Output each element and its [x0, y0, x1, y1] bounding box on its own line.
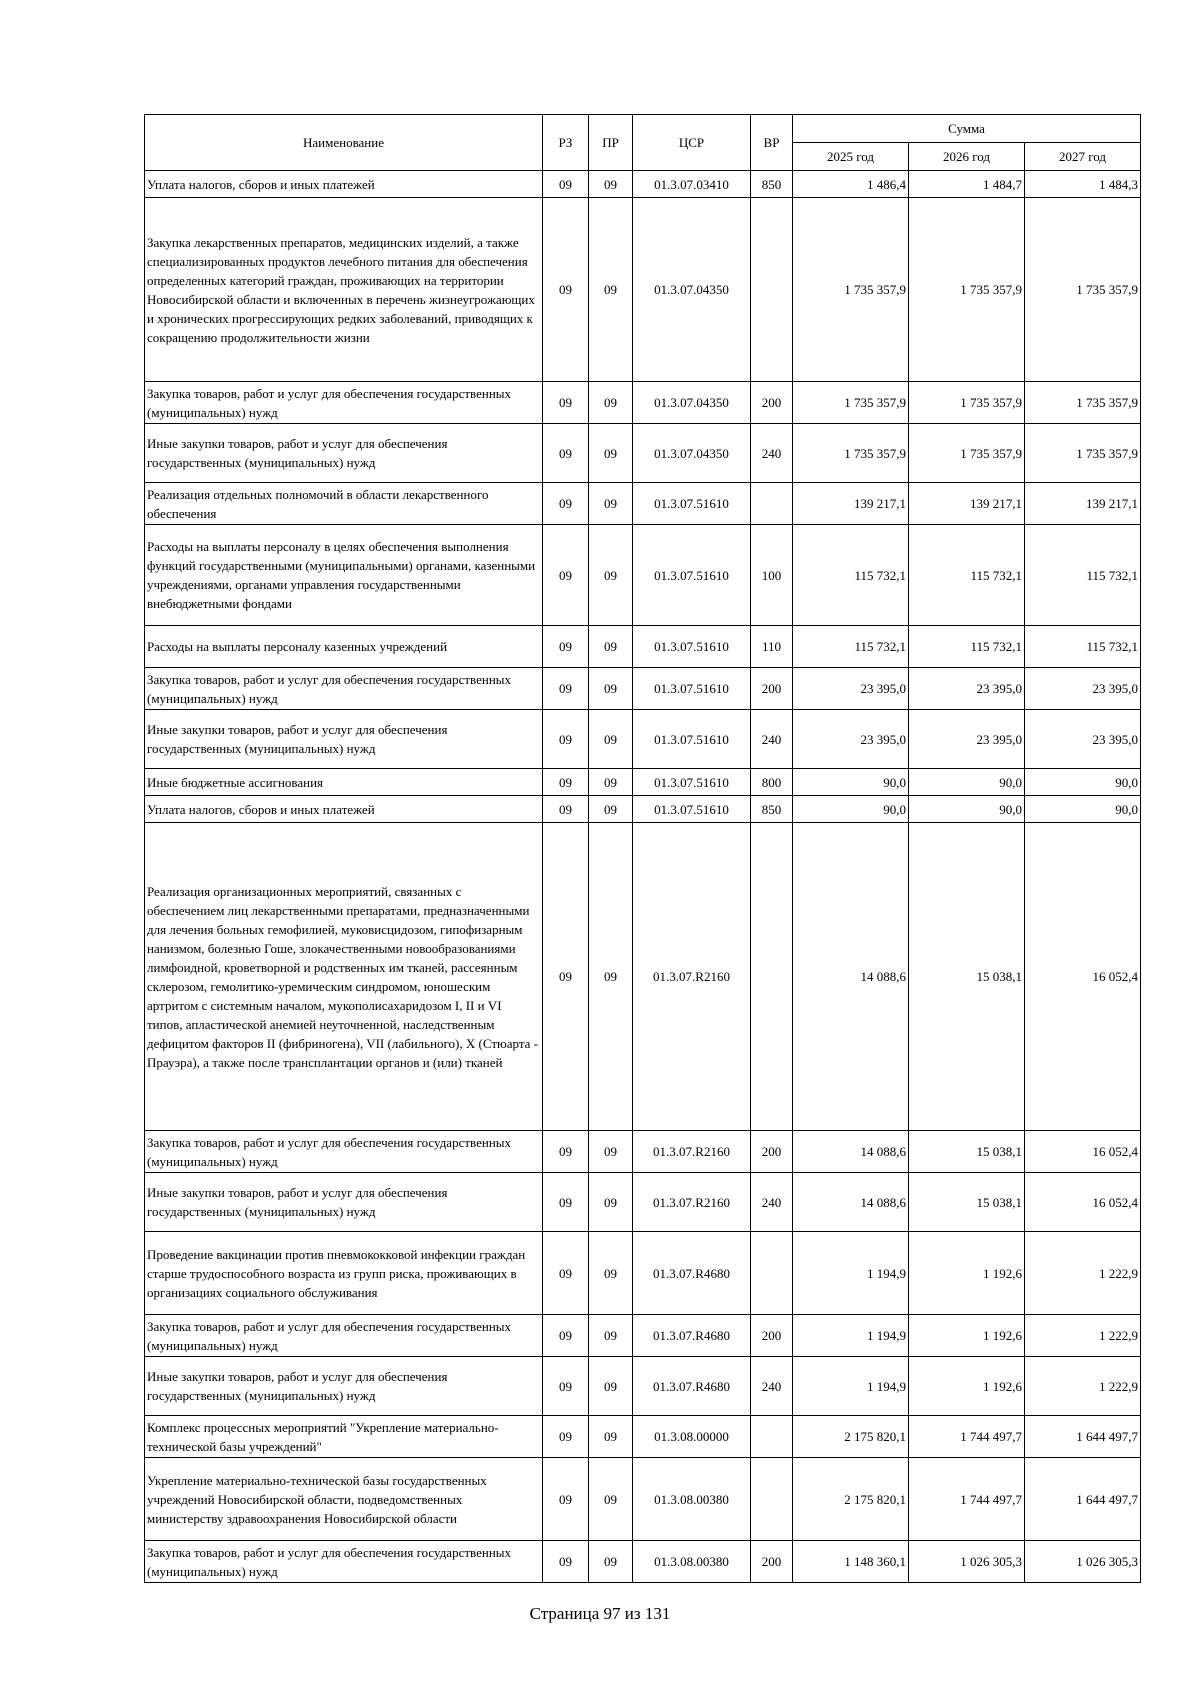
- cell-2027: 115 732,1: [1025, 626, 1141, 668]
- cell-pr: 09: [589, 483, 633, 525]
- cell-2027: 115 732,1: [1025, 525, 1141, 626]
- table-row: [145, 483, 1141, 525]
- cell-rz: 09: [543, 668, 589, 710]
- cell-pr: 09: [589, 1315, 633, 1357]
- cell-rz: 09: [543, 1458, 589, 1541]
- cell-2026: 1 484,7: [909, 171, 1025, 198]
- cell-vr: [751, 1416, 793, 1458]
- cell-2025: 1 735 357,9: [793, 424, 909, 483]
- cell-rz: 09: [543, 382, 589, 424]
- cell-2027: 1 222,9: [1025, 1315, 1141, 1357]
- header-year-2026: 2026 год: [909, 143, 1025, 171]
- cell-pr: 09: [589, 171, 633, 198]
- cell-2025: 2 175 820,1: [793, 1458, 909, 1541]
- cell-2025: 1 735 357,9: [793, 382, 909, 424]
- table-row: [145, 1357, 1141, 1416]
- cell-rz: 09: [543, 424, 589, 483]
- cell-rz: 09: [543, 1541, 589, 1583]
- cell-name: Закупка лекарственных препаратов, медицинских изделий, а также специализированных продуктов лечебного питания для обеспечения определенных категорий граждан, проживающих на территории Новосибирской области и включенных в перечень жизнеугрожающих и хронических прогрессирующих редких заболеваний, приводящих к сокращению продолжительности жизни: [145, 198, 543, 382]
- cell-name: Иные закупки товаров, работ и услуг для обеспечения государственных (муниципальных) нужд: [145, 1357, 543, 1416]
- table-row: [145, 382, 1141, 424]
- cell-name: Расходы на выплаты персоналу в целях обеспечения выполнения функций государственными (муниципальными) органами, казенными учреждениями, органами управления государственными внебюджетными фондами: [145, 525, 543, 626]
- cell-csr: 01.3.08.00380: [633, 1541, 751, 1583]
- cell-2026: 1 735 357,9: [909, 198, 1025, 382]
- cell-2025: 1 735 357,9: [793, 198, 909, 382]
- cell-2026: 1 744 497,7: [909, 1458, 1025, 1541]
- cell-pr: 09: [589, 1131, 633, 1173]
- cell-vr: 110: [751, 626, 793, 668]
- cell-name: Иные закупки товаров, работ и услуг для обеспечения государственных (муниципальных) нужд: [145, 1173, 543, 1232]
- table-row: [145, 171, 1141, 198]
- cell-rz: 09: [543, 171, 589, 198]
- cell-pr: 09: [589, 626, 633, 668]
- table-row: [145, 1315, 1141, 1357]
- cell-pr: 09: [589, 198, 633, 382]
- cell-vr: 200: [751, 1315, 793, 1357]
- cell-rz: 09: [543, 769, 589, 796]
- cell-csr: 01.3.07.51610: [633, 525, 751, 626]
- cell-2025: 139 217,1: [793, 483, 909, 525]
- cell-rz: 09: [543, 1131, 589, 1173]
- cell-csr: 01.3.07.03410: [633, 171, 751, 198]
- header-rz: РЗ: [543, 115, 589, 171]
- cell-2025: 14 088,6: [793, 823, 909, 1131]
- cell-name: Закупка товаров, работ и услуг для обеспечения государственных (муниципальных) нужд: [145, 1541, 543, 1583]
- cell-rz: 09: [543, 483, 589, 525]
- header-name: Наименование: [145, 115, 543, 171]
- header-year-2025: 2025 год: [793, 143, 909, 171]
- cell-2026: 1 735 357,9: [909, 424, 1025, 483]
- cell-2026: 90,0: [909, 796, 1025, 823]
- cell-pr: 09: [589, 424, 633, 483]
- cell-2025: 115 732,1: [793, 525, 909, 626]
- cell-rz: 09: [543, 1315, 589, 1357]
- cell-2025: 1 194,9: [793, 1357, 909, 1416]
- cell-2026: 15 038,1: [909, 1131, 1025, 1173]
- cell-rz: 09: [543, 823, 589, 1131]
- cell-2027: 16 052,4: [1025, 1173, 1141, 1232]
- cell-vr: [751, 1458, 793, 1541]
- table-row: [145, 1173, 1141, 1232]
- cell-csr: 01.3.07.R2160: [633, 1131, 751, 1173]
- table-row: [145, 424, 1141, 483]
- cell-2025: 90,0: [793, 769, 909, 796]
- cell-2025: 23 395,0: [793, 668, 909, 710]
- cell-2026: 1 026 305,3: [909, 1541, 1025, 1583]
- cell-2027: 1 222,9: [1025, 1357, 1141, 1416]
- cell-2025: 1 148 360,1: [793, 1541, 909, 1583]
- cell-vr: [751, 1232, 793, 1315]
- cell-2027: 1 484,3: [1025, 171, 1141, 198]
- cell-vr: 850: [751, 171, 793, 198]
- cell-pr: 09: [589, 796, 633, 823]
- cell-vr: 200: [751, 382, 793, 424]
- cell-pr: 09: [589, 382, 633, 424]
- cell-2025: 23 395,0: [793, 710, 909, 769]
- header-sum: Сумма: [793, 115, 1141, 143]
- cell-2025: 1 194,9: [793, 1315, 909, 1357]
- cell-vr: 850: [751, 796, 793, 823]
- cell-csr: 01.3.07.04350: [633, 424, 751, 483]
- cell-pr: 09: [589, 525, 633, 626]
- cell-csr: 01.3.07.R2160: [633, 1173, 751, 1232]
- cell-2027: 1 222,9: [1025, 1232, 1141, 1315]
- table-row: [145, 796, 1141, 823]
- cell-vr: [751, 198, 793, 382]
- cell-2026: 90,0: [909, 769, 1025, 796]
- cell-pr: 09: [589, 1232, 633, 1315]
- cell-2025: 14 088,6: [793, 1173, 909, 1232]
- cell-rz: 09: [543, 796, 589, 823]
- cell-vr: 800: [751, 769, 793, 796]
- cell-rz: 09: [543, 1357, 589, 1416]
- cell-2027: 1 644 497,7: [1025, 1458, 1141, 1541]
- cell-2025: 14 088,6: [793, 1131, 909, 1173]
- cell-2026: 23 395,0: [909, 668, 1025, 710]
- table-row: [145, 823, 1141, 1131]
- cell-2027: 23 395,0: [1025, 710, 1141, 769]
- cell-pr: 09: [589, 1173, 633, 1232]
- budget-table-container: [144, 114, 1140, 1583]
- table-row: [145, 1458, 1141, 1541]
- cell-2027: 16 052,4: [1025, 823, 1141, 1131]
- cell-csr: 01.3.08.00380: [633, 1458, 751, 1541]
- header-vr: ВР: [751, 115, 793, 171]
- cell-vr: 240: [751, 710, 793, 769]
- cell-name: Закупка товаров, работ и услуг для обеспечения государственных (муниципальных) нужд: [145, 1315, 543, 1357]
- cell-2026: 139 217,1: [909, 483, 1025, 525]
- cell-csr: 01.3.07.04350: [633, 382, 751, 424]
- cell-pr: 09: [589, 769, 633, 796]
- cell-rz: 09: [543, 1173, 589, 1232]
- cell-2027: 23 395,0: [1025, 668, 1141, 710]
- cell-csr: 01.3.08.00000: [633, 1416, 751, 1458]
- cell-name: Закупка товаров, работ и услуг для обеспечения государственных (муниципальных) нужд: [145, 382, 543, 424]
- header-csr: ЦСР: [633, 115, 751, 171]
- table-row: [145, 525, 1141, 626]
- cell-name: Уплата налогов, сборов и иных платежей: [145, 171, 543, 198]
- cell-vr: 200: [751, 1541, 793, 1583]
- cell-pr: 09: [589, 1357, 633, 1416]
- cell-csr: 01.3.07.51610: [633, 769, 751, 796]
- cell-vr: [751, 823, 793, 1131]
- cell-2025: 1 194,9: [793, 1232, 909, 1315]
- cell-vr: 100: [751, 525, 793, 626]
- cell-2025: 90,0: [793, 796, 909, 823]
- cell-pr: 09: [589, 823, 633, 1131]
- cell-2027: 16 052,4: [1025, 1131, 1141, 1173]
- cell-rz: 09: [543, 198, 589, 382]
- cell-2025: 115 732,1: [793, 626, 909, 668]
- cell-csr: 01.3.07.51610: [633, 626, 751, 668]
- cell-2026: 1 735 357,9: [909, 382, 1025, 424]
- cell-2025: 1 486,4: [793, 171, 909, 198]
- cell-pr: 09: [589, 710, 633, 769]
- cell-2026: 1 192,6: [909, 1315, 1025, 1357]
- table-row: [145, 1131, 1141, 1173]
- table-row: [145, 668, 1141, 710]
- cell-2027: 139 217,1: [1025, 483, 1141, 525]
- cell-name: Иные закупки товаров, работ и услуг для обеспечения государственных (муниципальных) нужд: [145, 424, 543, 483]
- cell-2027: 90,0: [1025, 769, 1141, 796]
- cell-name: Проведение вакцинации против пневмококковой инфекции граждан старше трудоспособного возраста из групп риска, проживающих в организациях социального обслуживания: [145, 1232, 543, 1315]
- cell-csr: 01.3.07.R2160: [633, 823, 751, 1131]
- cell-2027: 90,0: [1025, 796, 1141, 823]
- cell-rz: 09: [543, 525, 589, 626]
- cell-pr: 09: [589, 1416, 633, 1458]
- cell-csr: 01.3.07.R4680: [633, 1315, 751, 1357]
- cell-name: Комплекс процессных мероприятий "Укрепление материально-технической базы учреждений": [145, 1416, 543, 1458]
- cell-csr: 01.3.07.51610: [633, 668, 751, 710]
- header-row: [145, 115, 1141, 143]
- cell-vr: 240: [751, 1173, 793, 1232]
- cell-name: Иные закупки товаров, работ и услуг для обеспечения государственных (муниципальных) нужд: [145, 710, 543, 769]
- table-row: [145, 626, 1141, 668]
- cell-2026: 115 732,1: [909, 626, 1025, 668]
- cell-2027: 1 735 357,9: [1025, 382, 1141, 424]
- budget-table: [144, 114, 1141, 1583]
- cell-rz: 09: [543, 626, 589, 668]
- cell-name: Закупка товаров, работ и услуг для обеспечения государственных (муниципальных) нужд: [145, 668, 543, 710]
- table-row: [145, 769, 1141, 796]
- cell-2027: 1 735 357,9: [1025, 198, 1141, 382]
- cell-name: Укрепление материально-технической базы государственных учреждений Новосибирской области, подведомственных министерству здравоохранения Новосибирской области: [145, 1458, 543, 1541]
- cell-name: Расходы на выплаты персоналу казенных учреждений: [145, 626, 543, 668]
- cell-2026: 15 038,1: [909, 823, 1025, 1131]
- cell-vr: 200: [751, 1131, 793, 1173]
- cell-name: Иные бюджетные ассигнования: [145, 769, 543, 796]
- cell-csr: 01.3.07.51610: [633, 710, 751, 769]
- cell-name: Закупка товаров, работ и услуг для обеспечения государственных (муниципальных) нужд: [145, 1131, 543, 1173]
- cell-2026: 23 395,0: [909, 710, 1025, 769]
- header-pr: ПР: [589, 115, 633, 171]
- cell-vr: 200: [751, 668, 793, 710]
- cell-rz: 09: [543, 1416, 589, 1458]
- cell-vr: [751, 483, 793, 525]
- cell-rz: 09: [543, 710, 589, 769]
- cell-2027: 1 026 305,3: [1025, 1541, 1141, 1583]
- cell-2026: 15 038,1: [909, 1173, 1025, 1232]
- cell-name: Реализация организационных мероприятий, связанных с обеспечением лиц лекарственными препаратами, предназначенными для лечения больных гемофилией, муковисцидозом, гипофизарным нанизмом, болезнью Гоше, злокачественными новообразованиями лимфоидной, кроветворной и родственных им тканей, рассеянным склерозом, гемолитико-уремическим синдромом, юношеским артритом с системным началом, мукополисахаридозом I, II и VI типов, апластической анемией неуточненной, наследственным дефицитом факторов II (фибриногена), VII (лабильного), X (Стюарта - Прауэра), а также после трансплантации органов и (или) тканей: [145, 823, 543, 1131]
- cell-2026: 1 192,6: [909, 1232, 1025, 1315]
- cell-2027: 1 644 497,7: [1025, 1416, 1141, 1458]
- cell-pr: 09: [589, 1541, 633, 1583]
- cell-name: Уплата налогов, сборов и иных платежей: [145, 796, 543, 823]
- cell-2027: 1 735 357,9: [1025, 424, 1141, 483]
- cell-csr: 01.3.07.R4680: [633, 1357, 751, 1416]
- table-row: [145, 1232, 1141, 1315]
- page-number: Страница 97 из 131: [529, 1604, 671, 1623]
- table-body: [145, 171, 1141, 1583]
- cell-csr: 01.3.07.51610: [633, 796, 751, 823]
- cell-pr: 09: [589, 668, 633, 710]
- cell-2026: 115 732,1: [909, 525, 1025, 626]
- cell-vr: 240: [751, 424, 793, 483]
- cell-csr: 01.3.07.04350: [633, 198, 751, 382]
- cell-2026: 1 744 497,7: [909, 1416, 1025, 1458]
- cell-rz: 09: [543, 1232, 589, 1315]
- table-row: [145, 1416, 1141, 1458]
- cell-vr: 240: [751, 1357, 793, 1416]
- header-year-2027: 2027 год: [1025, 143, 1141, 171]
- cell-name: Реализация отдельных полномочий в области лекарственного обеспечения: [145, 483, 543, 525]
- cell-2026: 1 192,6: [909, 1357, 1025, 1416]
- table-row: [145, 198, 1141, 382]
- cell-csr: 01.3.07.R4680: [633, 1232, 751, 1315]
- cell-2025: 2 175 820,1: [793, 1416, 909, 1458]
- table-row: [145, 710, 1141, 769]
- cell-csr: 01.3.07.51610: [633, 483, 751, 525]
- cell-pr: 09: [589, 1458, 633, 1541]
- table-row: [145, 1541, 1141, 1583]
